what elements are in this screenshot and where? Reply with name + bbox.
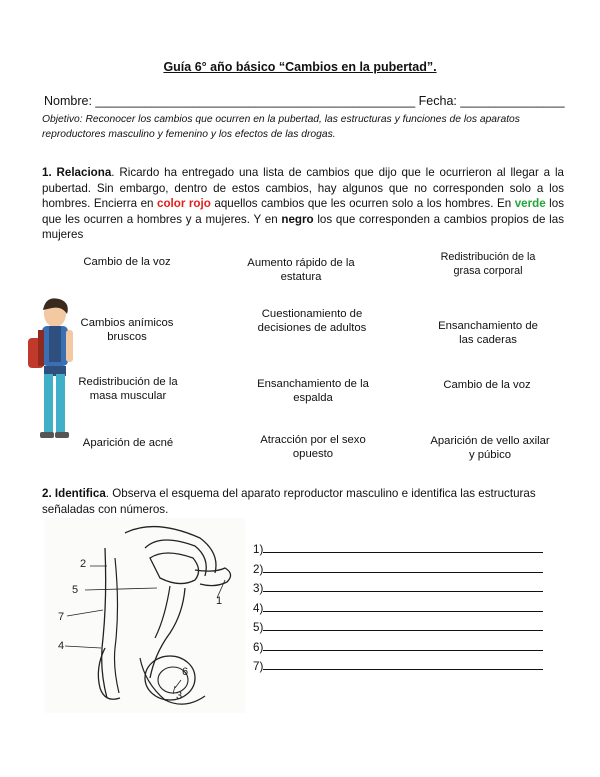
change-item: Atracción por el sexo opuesto xyxy=(260,434,366,460)
change-item: Redistribución de la grasa corporal xyxy=(440,251,536,277)
answer-line-6[interactable]: 6) xyxy=(253,638,543,654)
change-item: Aumento rápido de la estatura xyxy=(247,257,355,283)
change-item: Aparición de vello axilar y púbico xyxy=(430,435,550,461)
diagram-number: 4 xyxy=(58,640,65,652)
section1-instructions: 1. Relaciona. Ricardo ha entregado una lista de cambios que dijo que le ocurrieron al llegar a la pubertad. Sin embargo, dentro de estos cambios, hay algunos que no corresponden solo a los hombres. Encierra en color rojo aquellos cambios que les ocurren solo a los hombres. En verde los que les ocurren a hombres y a mujeres. Y en negro los que corresponden a cambios propios de las mujeres xyxy=(42,166,565,241)
diagram-number: 5 xyxy=(72,584,79,596)
change-item: Cuestionamiento de decisiones de adultos xyxy=(257,308,367,334)
answer-blank[interactable] xyxy=(263,540,543,553)
section1-title: 1. Relaciona xyxy=(42,166,112,179)
answer-blank[interactable] xyxy=(263,657,543,670)
change-item: Ensanchamiento de la espalda xyxy=(257,378,369,404)
boy-illustration xyxy=(22,296,82,448)
answer-blank[interactable] xyxy=(263,618,543,631)
diagram-number: 2 xyxy=(80,558,87,570)
green-keyword: verde xyxy=(514,197,546,210)
change-item: Cambios anímicos bruscos xyxy=(80,317,174,343)
section2-title: 2. Identifica xyxy=(42,487,106,500)
answer-line-5[interactable]: 5) xyxy=(253,618,543,634)
change-item: Cambio de la voz xyxy=(443,379,531,391)
red-keyword: color rojo xyxy=(157,197,211,210)
answer-line-3[interactable]: 3) xyxy=(253,579,543,595)
diagram-number: 3 xyxy=(176,690,183,702)
change-item: Redistribución de la masa muscular xyxy=(78,376,178,402)
male-reproductive-diagram xyxy=(45,518,245,713)
answer-line-1[interactable]: 1) xyxy=(253,540,543,556)
change-item: Ensanchamiento de las caderas xyxy=(438,320,538,346)
answer-line-2[interactable]: 2) xyxy=(253,560,543,576)
name-date-line: Nombre: ______________________________________________ Fecha: _______________ xyxy=(44,94,565,108)
answer-blank[interactable] xyxy=(263,599,543,612)
change-item: Aparición de acné xyxy=(82,437,174,449)
section2-instructions: 2. Identifica. Observa el esquema del aparato reproductor masculino e identifica las estructuras señaladas con números. xyxy=(42,487,536,516)
answer-blank[interactable] xyxy=(263,579,543,592)
diagram-number: 7 xyxy=(58,611,65,623)
change-item: Cambio de la voz xyxy=(83,256,171,268)
diagram-number: 1 xyxy=(216,595,223,607)
page-title: Guía 6° año básico “Cambios en la pubertad”. xyxy=(163,60,437,74)
diagram-number: 6 xyxy=(182,666,189,678)
answer-line-7[interactable]: 7) xyxy=(253,657,543,673)
objective-text: Objetivo: Reconocer los cambios que ocurren en la pubertad, las estructuras y funciones de los aparatos reproductores masculino y femenino y los efectos de las drogas. xyxy=(42,114,520,140)
answer-blank[interactable] xyxy=(263,638,543,651)
answer-line-4[interactable]: 4) xyxy=(253,599,543,615)
answer-blank[interactable] xyxy=(263,560,543,573)
black-keyword: negro xyxy=(281,212,314,226)
